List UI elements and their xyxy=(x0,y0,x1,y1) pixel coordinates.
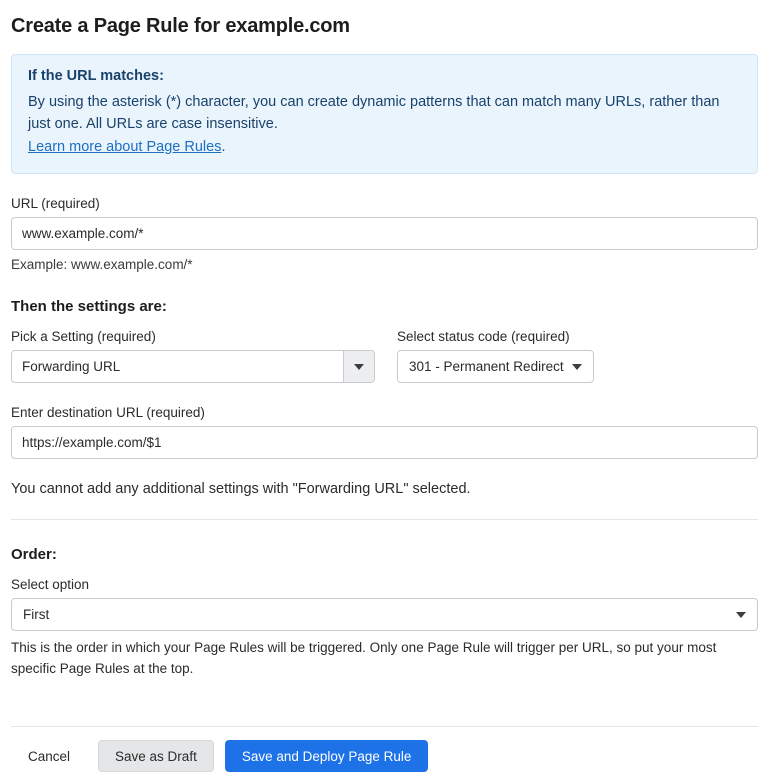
url-match-info-box xyxy=(11,54,758,174)
chevron-down-icon[interactable] xyxy=(343,351,374,382)
order-select-value: First xyxy=(23,607,50,623)
info-box-body xyxy=(28,91,741,158)
footer-divider xyxy=(11,726,758,727)
settings-row xyxy=(11,329,758,383)
setting-column xyxy=(11,329,375,383)
forwarding-note: You cannot add any additional settings with "Forwarding URL" selected. xyxy=(11,481,471,498)
status-column xyxy=(397,329,597,383)
setting-label: Pick a Setting (required) xyxy=(11,329,156,345)
save-and-deploy-button[interactable]: Save and Deploy Page Rule xyxy=(225,740,429,772)
order-select[interactable] xyxy=(11,598,758,631)
chevron-down-icon-status xyxy=(572,364,582,370)
url-field-label: URL (required) xyxy=(11,196,100,212)
save-as-draft-button[interactable]: Save as Draft xyxy=(98,740,214,772)
page-title: Create a Page Rule for example.com xyxy=(11,15,350,37)
order-select-label: Select option xyxy=(11,577,90,593)
info-box-heading: If the URL matches: xyxy=(28,68,164,84)
setting-select-value: Forwarding URL xyxy=(22,359,121,375)
destination-label: Enter destination URL (required) xyxy=(11,405,205,421)
setting-select-wrap xyxy=(11,350,375,383)
cancel-button[interactable]: Cancel xyxy=(11,740,87,772)
chevron-down-icon-order xyxy=(736,612,746,618)
section-divider xyxy=(11,519,758,520)
order-heading: Order: xyxy=(11,546,57,564)
settings-heading: Then the settings are: xyxy=(11,298,167,316)
destination-url-input[interactable] xyxy=(11,426,758,459)
url-field-hint: Example: www.example.com/* xyxy=(11,257,193,273)
footer-button-row xyxy=(11,740,758,772)
url-input[interactable] xyxy=(11,217,758,250)
info-box-body-text: By using the asterisk (*) character, you can create dynamic patterns that can match many URLs, rather than just one. All URLs are case insensitive. xyxy=(28,94,720,133)
learn-more-link[interactable]: Learn more about Page Rules xyxy=(28,138,222,155)
setting-select[interactable] xyxy=(11,350,375,383)
status-code-select[interactable] xyxy=(397,350,594,383)
info-link-suffix: . xyxy=(221,138,226,155)
form-footer xyxy=(11,726,758,772)
status-code-value: 301 - Permanent Redirect xyxy=(409,359,564,375)
status-label: Select status code (required) xyxy=(397,329,570,345)
order-hint: This is the order in which your Page Rules will be triggered. Only one Page Rule will trigger per URL, so put your most specific Page Rules at the top. xyxy=(11,640,717,676)
